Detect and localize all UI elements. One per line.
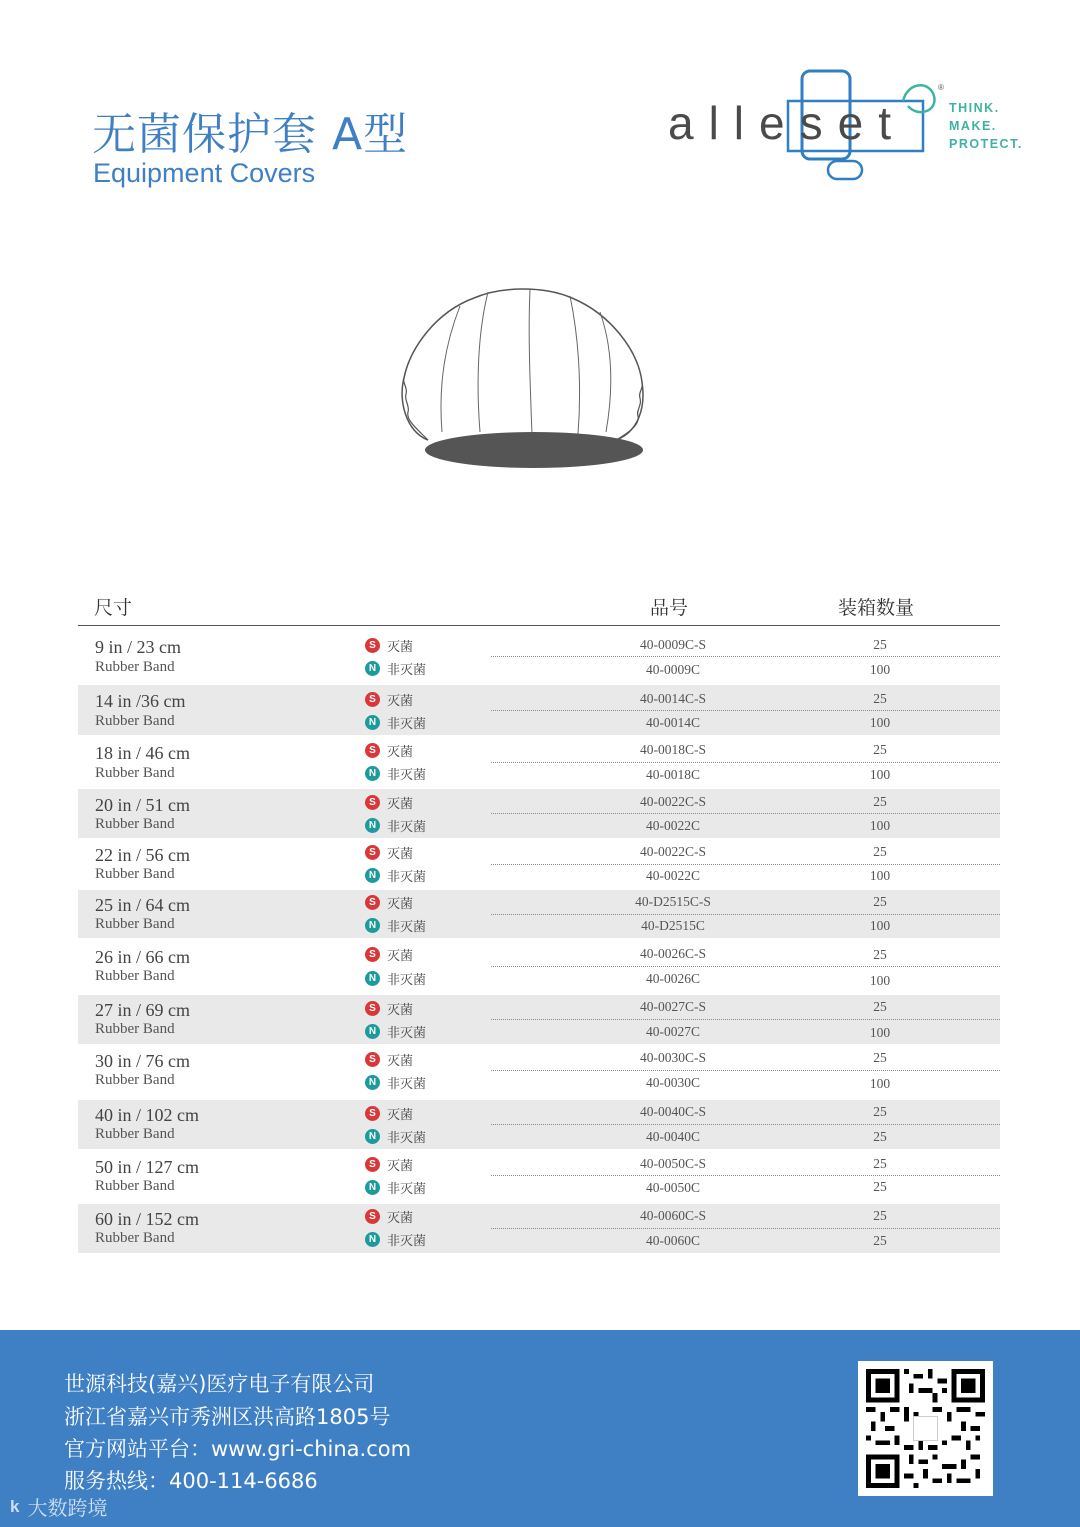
sterile-type: S 灭菌	[365, 741, 413, 760]
tagline-protect: PROTECT.	[949, 137, 1023, 151]
qty-nonsterile: 100	[869, 973, 891, 988]
part-sterile: 40-0030C-S	[639, 1050, 706, 1065]
nonsterile-icon: N	[365, 868, 380, 883]
qty-nonsterile: 100	[869, 1025, 891, 1040]
part-sterile: 40-0050C-S	[639, 1156, 706, 1171]
qty-nonsterile: 100	[869, 868, 891, 883]
watermark-text: 大数跨境	[27, 1496, 108, 1520]
sterile-type: S 灭菌	[365, 1155, 413, 1174]
qty-sterile: 25	[873, 999, 887, 1014]
tagline-make: MAKE.	[949, 119, 997, 133]
part-sterile: 40-0022C-S	[639, 844, 706, 859]
cover-opening	[425, 432, 643, 468]
row-divider	[491, 1070, 1000, 1071]
sterile-type: S 灭菌	[365, 1050, 413, 1069]
size-value: 26 in / 66 cm	[95, 947, 190, 967]
sterile-type: S 灭菌	[365, 793, 413, 812]
sterile-icon: S	[365, 692, 380, 707]
nonsterile-type: N 非灭菌	[365, 916, 426, 935]
registered-mark: ®	[938, 83, 944, 92]
row-divider	[491, 864, 1000, 865]
sterile-icon: S	[365, 947, 380, 962]
table-header	[78, 588, 1000, 626]
qty-nonsterile: 100	[869, 1076, 891, 1091]
nonsterile-type: N 非灭菌	[365, 1022, 426, 1041]
table-row	[78, 840, 1000, 888]
size-value: 60 in / 152 cm	[95, 1209, 199, 1229]
header-part-number: 品号	[650, 597, 689, 619]
size-value: 40 in / 102 cm	[95, 1105, 199, 1125]
part-sterile: 40-0060C-S	[639, 1208, 706, 1223]
band-type: Rubber Band	[95, 968, 175, 984]
qty-sterile: 25	[873, 1156, 887, 1171]
band-type: Rubber Band	[95, 816, 175, 832]
nonsterile-type: N 非灭菌	[365, 1127, 426, 1146]
nonsterile-icon: N	[365, 715, 380, 730]
part-nonsterile: 40-0030C	[646, 1075, 700, 1090]
part-nonsterile: 40-0050C	[646, 1180, 700, 1195]
row-divider	[491, 813, 1000, 814]
size-value: 27 in / 69 cm	[95, 1000, 190, 1020]
hotline: 服务热线：400-114-6686	[64, 1469, 318, 1493]
watermark	[10, 1492, 107, 1521]
sterile-type: S 灭菌	[365, 1104, 413, 1123]
size-value: 50 in / 127 cm	[95, 1157, 199, 1177]
part-nonsterile: 40-0014C	[646, 715, 700, 730]
part-sterile: 40-0040C-S	[639, 1104, 706, 1119]
qty-sterile: 25	[873, 691, 887, 706]
table-row	[78, 631, 1000, 682]
part-nonsterile: 40-0026C	[646, 971, 700, 986]
sterile-icon: S	[365, 845, 380, 860]
nonsterile-type: N 非灭菌	[365, 659, 426, 678]
tagline-think: THINK.	[949, 101, 1000, 115]
part-sterile: 40-0014C-S	[639, 691, 706, 706]
qty-sterile: 25	[873, 742, 887, 757]
part-nonsterile: 40-0022C	[646, 818, 700, 833]
sterile-icon: S	[365, 638, 380, 653]
band-type: Rubber Band	[95, 713, 175, 729]
sterile-type: S 灭菌	[365, 945, 413, 964]
row-divider	[491, 1124, 1000, 1125]
part-sterile: 40-0009C-S	[639, 637, 706, 652]
qty-nonsterile: 100	[869, 715, 891, 730]
band-type: Rubber Band	[95, 866, 175, 882]
part-nonsterile: 40-0022C	[646, 868, 700, 883]
part-nonsterile: 40-0040C	[646, 1129, 700, 1144]
sterile-type: S 灭菌	[365, 999, 413, 1018]
qty-nonsterile: 100	[869, 818, 891, 833]
nonsterile-icon: N	[365, 1129, 380, 1144]
qty-sterile: 25	[873, 894, 887, 909]
header-quantity: 装箱数量	[838, 597, 915, 619]
nonsterile-icon: N	[365, 918, 380, 933]
part-sterile: 40-0022C-S	[639, 794, 706, 809]
qr-code[interactable]	[858, 1361, 993, 1496]
qty-sterile: 25	[873, 947, 887, 962]
part-nonsterile: 40-0018C	[646, 767, 700, 782]
size-value: 18 in / 46 cm	[95, 743, 190, 763]
nonsterile-type: N 非灭菌	[365, 1230, 426, 1249]
qty-sterile: 25	[873, 1050, 887, 1065]
page-subtitle: Equipment Covers	[93, 158, 316, 188]
nonsterile-type: N 非灭菌	[365, 713, 426, 732]
sterile-icon: S	[365, 1052, 380, 1067]
nonsterile-icon: N	[365, 1180, 380, 1195]
table-row	[78, 1204, 1000, 1253]
size-value: 14 in /36 cm	[95, 691, 186, 711]
sterile-type: S 灭菌	[365, 1207, 413, 1226]
nonsterile-icon: N	[365, 1075, 380, 1090]
qty-nonsterile: 25	[873, 1179, 887, 1194]
nonsterile-icon: N	[365, 1232, 380, 1247]
table-row	[78, 1152, 1000, 1201]
size-value: 20 in / 51 cm	[95, 795, 190, 815]
nonsterile-type: N 非灭菌	[365, 764, 426, 783]
qty-sterile: 25	[873, 637, 887, 652]
size-value: 22 in / 56 cm	[95, 845, 190, 865]
part-nonsterile: 40-0009C	[646, 662, 700, 677]
band-type: Rubber Band	[95, 916, 175, 932]
part-sterile: 40-D2515C-S	[635, 894, 711, 909]
qr-code-icon	[866, 1369, 985, 1488]
sterile-icon: S	[365, 1157, 380, 1172]
sterile-type: S 灭菌	[365, 636, 413, 655]
sterile-icon: S	[365, 1001, 380, 1016]
table-row	[78, 1046, 1000, 1098]
sterile-type: S 灭菌	[365, 690, 413, 709]
table-row	[78, 995, 1000, 1044]
nonsterile-icon: N	[365, 971, 380, 986]
band-type: Rubber Band	[95, 1126, 175, 1142]
row-divider	[491, 762, 1000, 763]
qty-sterile: 25	[873, 1104, 887, 1119]
row-divider	[491, 1175, 1000, 1176]
band-type: Rubber Band	[95, 659, 175, 675]
qty-sterile: 25	[873, 844, 887, 859]
row-divider	[491, 914, 1000, 915]
nonsterile-type: N 非灭菌	[365, 866, 426, 885]
alleset-logo	[668, 66, 1038, 186]
qty-nonsterile: 25	[873, 1233, 887, 1248]
sterile-type: S 灭菌	[365, 893, 413, 912]
size-value: 9 in / 23 cm	[95, 637, 181, 657]
part-nonsterile: 40-0027C	[646, 1024, 700, 1039]
qty-nonsterile: 25	[873, 1129, 887, 1144]
part-sterile: 40-0026C-S	[639, 946, 706, 961]
company-address: 浙江省嘉兴市秀洲区洪高路1805号	[64, 1405, 391, 1429]
qty-nonsterile: 100	[869, 918, 891, 933]
size-value: 30 in / 76 cm	[95, 1051, 190, 1071]
logo-tagline	[949, 99, 1023, 153]
band-type: Rubber Band	[95, 1178, 175, 1194]
sterile-icon: S	[365, 1106, 380, 1121]
table-row	[78, 789, 1000, 838]
band-type: Rubber Band	[95, 1021, 175, 1037]
sterile-type: S 灭菌	[365, 843, 413, 862]
table-row	[78, 890, 1000, 938]
part-nonsterile: 40-0060C	[646, 1233, 700, 1248]
nonsterile-type: N 非灭菌	[365, 1178, 426, 1197]
row-divider	[491, 710, 1000, 711]
logo-wordmark: alleset	[668, 97, 906, 149]
sterile-icon: S	[365, 743, 380, 758]
qty-nonsterile: 100	[869, 662, 891, 677]
band-type: Rubber Band	[95, 765, 175, 781]
part-sterile: 40-0018C-S	[639, 742, 706, 757]
equipment-cover-illustration	[398, 282, 648, 477]
qty-sterile: 25	[873, 794, 887, 809]
table-row	[78, 737, 1000, 787]
nonsterile-type: N 非灭菌	[365, 969, 426, 988]
nonsterile-type: N 非灭菌	[365, 816, 426, 835]
qty-nonsterile: 100	[869, 767, 891, 782]
table-row	[78, 685, 1000, 735]
nonsterile-icon: N	[365, 766, 380, 781]
row-divider	[491, 1228, 1000, 1229]
website-link[interactable]: 官方网站平台：www.gri-china.com	[64, 1437, 412, 1461]
qty-sterile: 25	[873, 1208, 887, 1223]
page-title: 无菌保护套 A型	[92, 109, 409, 160]
part-sterile: 40-0027C-S	[639, 999, 706, 1014]
part-nonsterile: 40-D2515C	[641, 918, 705, 933]
row-divider	[491, 1019, 1000, 1020]
sterile-icon: S	[365, 895, 380, 910]
nonsterile-icon: N	[365, 661, 380, 676]
row-divider	[491, 966, 1000, 967]
watermark-logo-icon: k	[10, 1496, 20, 1516]
company-name: 世源科技(嘉兴)医疗电子有限公司	[64, 1372, 375, 1396]
nonsterile-type: N 非灭菌	[365, 1073, 426, 1092]
nonsterile-icon: N	[365, 1024, 380, 1039]
table-row	[78, 1100, 1000, 1149]
sterile-icon: S	[365, 795, 380, 810]
band-type: Rubber Band	[95, 1072, 175, 1088]
sterile-icon: S	[365, 1209, 380, 1224]
table-row	[78, 941, 1000, 993]
size-value: 25 in / 64 cm	[95, 895, 190, 915]
row-divider	[491, 656, 1000, 657]
footer	[0, 1330, 1080, 1527]
header-size: 尺寸	[94, 597, 133, 619]
nonsterile-icon: N	[365, 818, 380, 833]
band-type: Rubber Band	[95, 1230, 175, 1246]
